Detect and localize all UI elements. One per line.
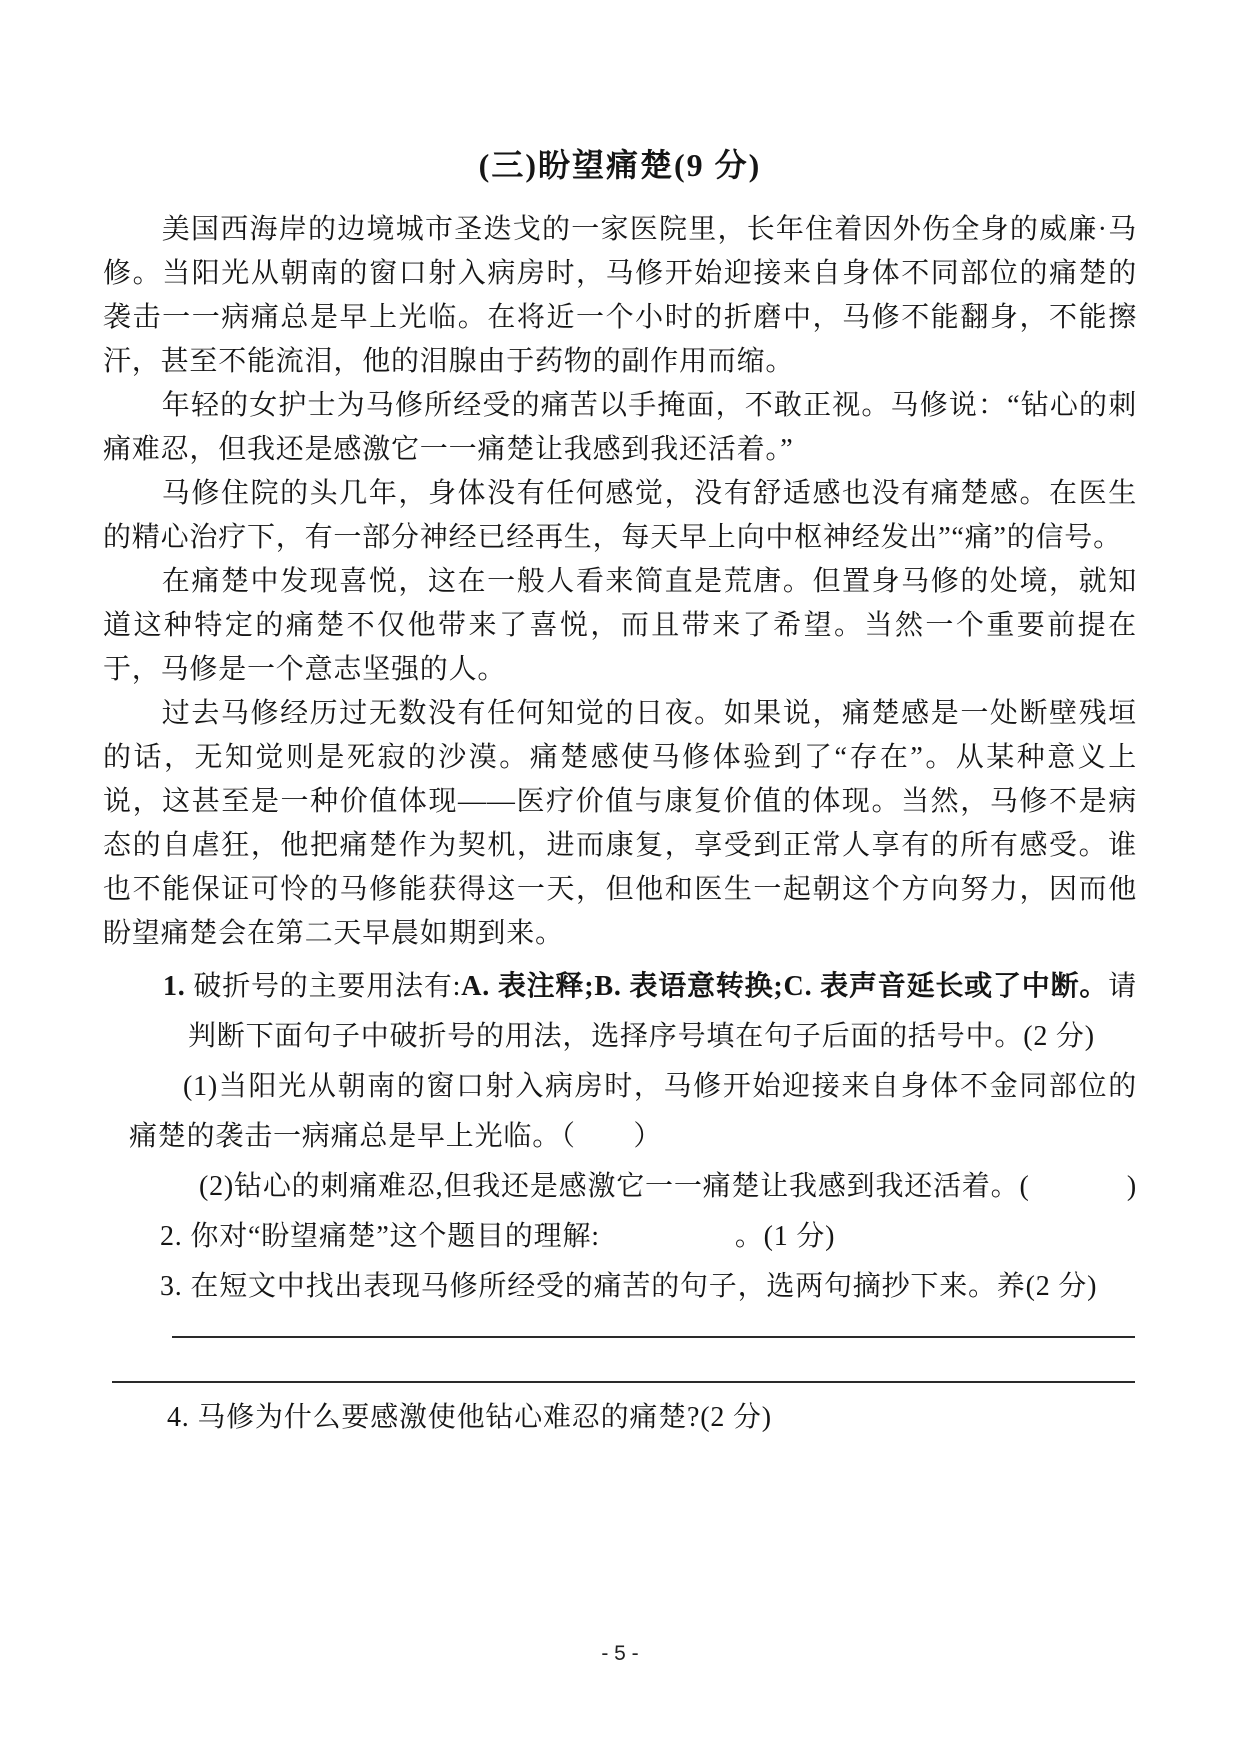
question-1-sub-2-text: (2)钻心的刺痛难忍,但我还是感激它一一痛楚让我感到我还活着。(: [199, 1171, 1030, 1202]
passage-paragraph: 过去马修经历过无数没有任何知觉的日夜。如果说，痛楚感是一处断壁残垣的话，无知觉则是死寂的沙漠。痛楚感使马修体验到了“存在”。从某种意义上说，这甚至是一种价值体现——医疗价值与康复价值的体现。当然，马修不是病态的自虐狂，他把痛楚作为契机，进而康复，享受到正常人享有的所有感受。谁也不能保证可怜的马修能获得这一天，但他和医生一起朝这个方向努力，因而他盼望痛楚会在第二天早晨如期到来。: [103, 698, 1137, 949]
question-3: 3. 在短文中找出表现马修所经受的痛苦的句子，选两句摘抄下来。养(2 分): [160, 1271, 1098, 1302]
page-number: - 5 -: [601, 1642, 639, 1665]
question-1-run: 1.: [163, 971, 194, 1002]
question-1-run: 请判断下面句子中破折号的用法，选择序号填在句子后面的括号中。(2 分): [188, 971, 1138, 1052]
question-1-sub-2: [103, 1162, 1137, 1212]
question-1-run: 破折号的主要用法有:: [193, 971, 462, 1002]
reading-passage: [103, 208, 1137, 956]
passage-paragraph: 美国西海岸的边境城市圣迭戈的一家医院里，长年住着因外伤全身的威廉·马修。当阳光从朝南的窗口射入病房时，马修开始迎接来自身体不同部位的痛楚的袭击一一病痛总是早上光临。在将近一个小时的折磨中，马修不能翻身，不能擦汗，甚至不能流泪，他的泪腺由于药物的副作用而缩。: [103, 214, 1137, 377]
question-1-run: A. 表注释;B. 表语意转换;C. 表声音延长或了中断。: [461, 971, 1109, 1002]
answer-line: [112, 1381, 1135, 1383]
passage-paragraph: 年轻的女护士为马修所经受的痛苦以手掩面，不敢正视。马修说：“钻心的刺痛难忍，但我还是感激它一一痛楚让我感到我还活着。”: [103, 390, 1137, 465]
question-2: [103, 1212, 1137, 1262]
passage-paragraph: 马修住院的头几年，身体没有任何感觉，没有舒适感也没有痛楚感。在医生的精心治疗下，有一部分神经已经再生，每天早上向中枢神经发出”“痛”的信号。: [103, 478, 1137, 553]
question-4: 4. 马修为什么要感激使他钻心难忍的痛楚?(2 分): [167, 1402, 772, 1433]
section-title: (三)盼望痛楚(9 分): [478, 147, 762, 183]
question-2-score: 。(1 分): [734, 1221, 836, 1252]
question-2-text: 2. 你对“盼望痛楚”这个题目的理解:: [160, 1221, 600, 1252]
passage-paragraph: 在痛楚中发现喜悦，这在一般人看来简直是荒唐。但置身马修的处境，就知道这种特定的痛楚不仅他带来了喜悦，而且带来了希望。当然一个重要前提在于，马修是一个意志坚强的人。: [103, 566, 1137, 685]
question-1: [103, 962, 1137, 1062]
question-1-sub-1: (1)当阳光从朝南的窗口射入病房时，马修开始迎接来自身体不金同部位的痛楚的袭击一病痛总是早上光临。（ ）: [129, 1071, 1137, 1152]
questions-section: [103, 962, 1137, 1443]
page-content: [103, 128, 1137, 1443]
answer-paren-close: ): [1126, 1171, 1137, 1202]
answer-line: [172, 1336, 1135, 1338]
